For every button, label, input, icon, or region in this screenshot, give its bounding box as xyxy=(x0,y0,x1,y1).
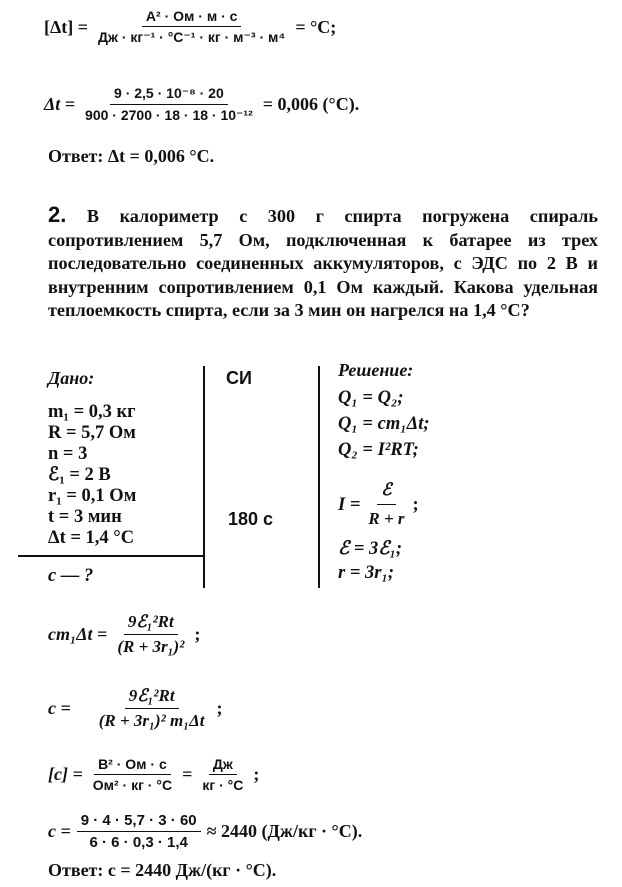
equation-a xyxy=(48,612,200,657)
given-item: Δt = 1,4 °С xyxy=(48,528,135,548)
given-item: ℰ₁ = 2 В xyxy=(48,465,111,485)
units-eq-numerator: А² · Ом · м · с xyxy=(142,8,242,27)
units-equation xyxy=(44,8,336,46)
eq-c-numerator-2: Дж xyxy=(209,756,237,775)
given-item: t = 3 мин xyxy=(48,507,122,527)
eq-c-fraction-2 xyxy=(198,756,247,793)
eq-b-fraction xyxy=(95,686,209,731)
units-eq-lhs: [Δt] = xyxy=(44,16,89,37)
eq-c-lhs: [c] = xyxy=(48,764,83,784)
given-header: Дано: xyxy=(48,368,95,388)
solution-line-1: Q₁ = Q₂; xyxy=(338,388,404,408)
eq-b-lhs: c = xyxy=(48,698,71,718)
solution-line-2: Q₁ = cm₁Δt; xyxy=(338,414,430,434)
calc-eq-fraction xyxy=(81,85,257,124)
eq-d-denominator: 6 · 6 · 0,3 · 1,4 xyxy=(89,834,188,851)
calc-eq-lhs: Δt = xyxy=(44,94,76,114)
equation-c xyxy=(48,756,259,793)
solution-current-formula xyxy=(338,478,419,531)
answer-2: Ответ: c = 2440 Дж/(кг · °С). xyxy=(48,860,277,880)
eq-a-denominator: (R + 3r₁)² xyxy=(117,637,185,656)
solution-header: Решение: xyxy=(338,360,414,380)
eq-d-lhs: c = xyxy=(48,821,71,841)
current-numerator: ℰ xyxy=(377,478,395,505)
given-item: R = 5,7 Ом xyxy=(48,423,136,443)
eq-c-numerator-1: В² · Ом · с xyxy=(94,756,171,775)
eq-c-fraction-1 xyxy=(89,756,176,793)
table-divider-find xyxy=(18,555,205,557)
eq-c-end: ; xyxy=(253,764,260,784)
eq-a-end: ; xyxy=(194,624,201,644)
given-item: m₁ = 0,3 кг xyxy=(48,402,136,422)
calc-eq-denominator: 900 · 2700 · 18 · 18 · 10⁻¹² xyxy=(85,107,253,123)
si-value: 180 с xyxy=(228,509,274,529)
eq-a-numerator: 9ℰ₁²Rt xyxy=(124,612,178,635)
eq-b-denominator: (R + 3r₁)² m₁Δt xyxy=(98,711,205,730)
eq-a-fraction xyxy=(113,612,188,657)
current-denominator: R + r xyxy=(368,509,405,528)
given-list xyxy=(48,402,136,549)
calc-eq-rhs: = 0,006 (°С). xyxy=(262,94,360,114)
find-value: c — ? xyxy=(48,566,94,586)
equation-b xyxy=(48,686,223,731)
eq-d-rhs: ≈ 2440 (Дж/кг · °С). xyxy=(206,821,363,841)
units-eq-denominator: Дж · кг⁻¹ · °С⁻¹ · кг · м⁻³ · м⁴ xyxy=(98,29,286,45)
given-item: r₁ = 0,1 Ом xyxy=(48,486,137,506)
table-divider-solution xyxy=(318,366,320,588)
eq-d-fraction xyxy=(77,812,201,851)
eq-a-lhs: cm₁Δt = xyxy=(48,624,108,644)
problem-number: 2. xyxy=(48,202,67,227)
problem-statement xyxy=(48,203,598,323)
eq-b-end: ; xyxy=(216,698,223,718)
problem-text: В калориметр с 300 г спирта погружена спираль сопротивлением 5,7 Ом, подключенная к батарее из трех последовательно соединенных аккумуляторов, с ЭДС по 2 В и внутренним сопротивлением 0,1 Ом каждый. Какова удельная теплоемкость спирта, если за 3 мин он нагрелся на 1,4 °С? xyxy=(48,206,599,320)
given-item: n = 3 xyxy=(48,444,88,464)
calc-equation xyxy=(44,85,359,124)
units-eq-rhs: = °С; xyxy=(295,16,337,37)
answer-1: Ответ: Δt = 0,006 °С. xyxy=(48,146,215,166)
eq-c-mid: = xyxy=(182,764,193,784)
solution-line-5: ℰ = 3ℰ₁; xyxy=(338,539,403,559)
units-eq-fraction xyxy=(94,8,289,46)
equation-d xyxy=(48,812,362,851)
current-lhs: I = xyxy=(338,494,361,515)
current-fraction xyxy=(364,478,408,531)
solution-line-3: Q₂ = I²RT; xyxy=(338,440,419,460)
eq-d-numerator: 9 · 4 · 5,7 · 3 · 60 xyxy=(77,812,201,832)
calc-eq-numerator: 9 · 2,5 · 10⁻⁸ · 20 xyxy=(110,85,228,105)
eq-c-denominator-2: кг · °С xyxy=(202,777,244,793)
solution-line-6: r = 3r₁; xyxy=(338,563,395,583)
current-end: ; xyxy=(412,494,419,515)
eq-b-numerator: 9ℰ₁²Rt xyxy=(125,686,179,709)
si-header: СИ xyxy=(226,368,252,388)
eq-c-denominator-1: Ом² · кг · °С xyxy=(92,777,173,793)
